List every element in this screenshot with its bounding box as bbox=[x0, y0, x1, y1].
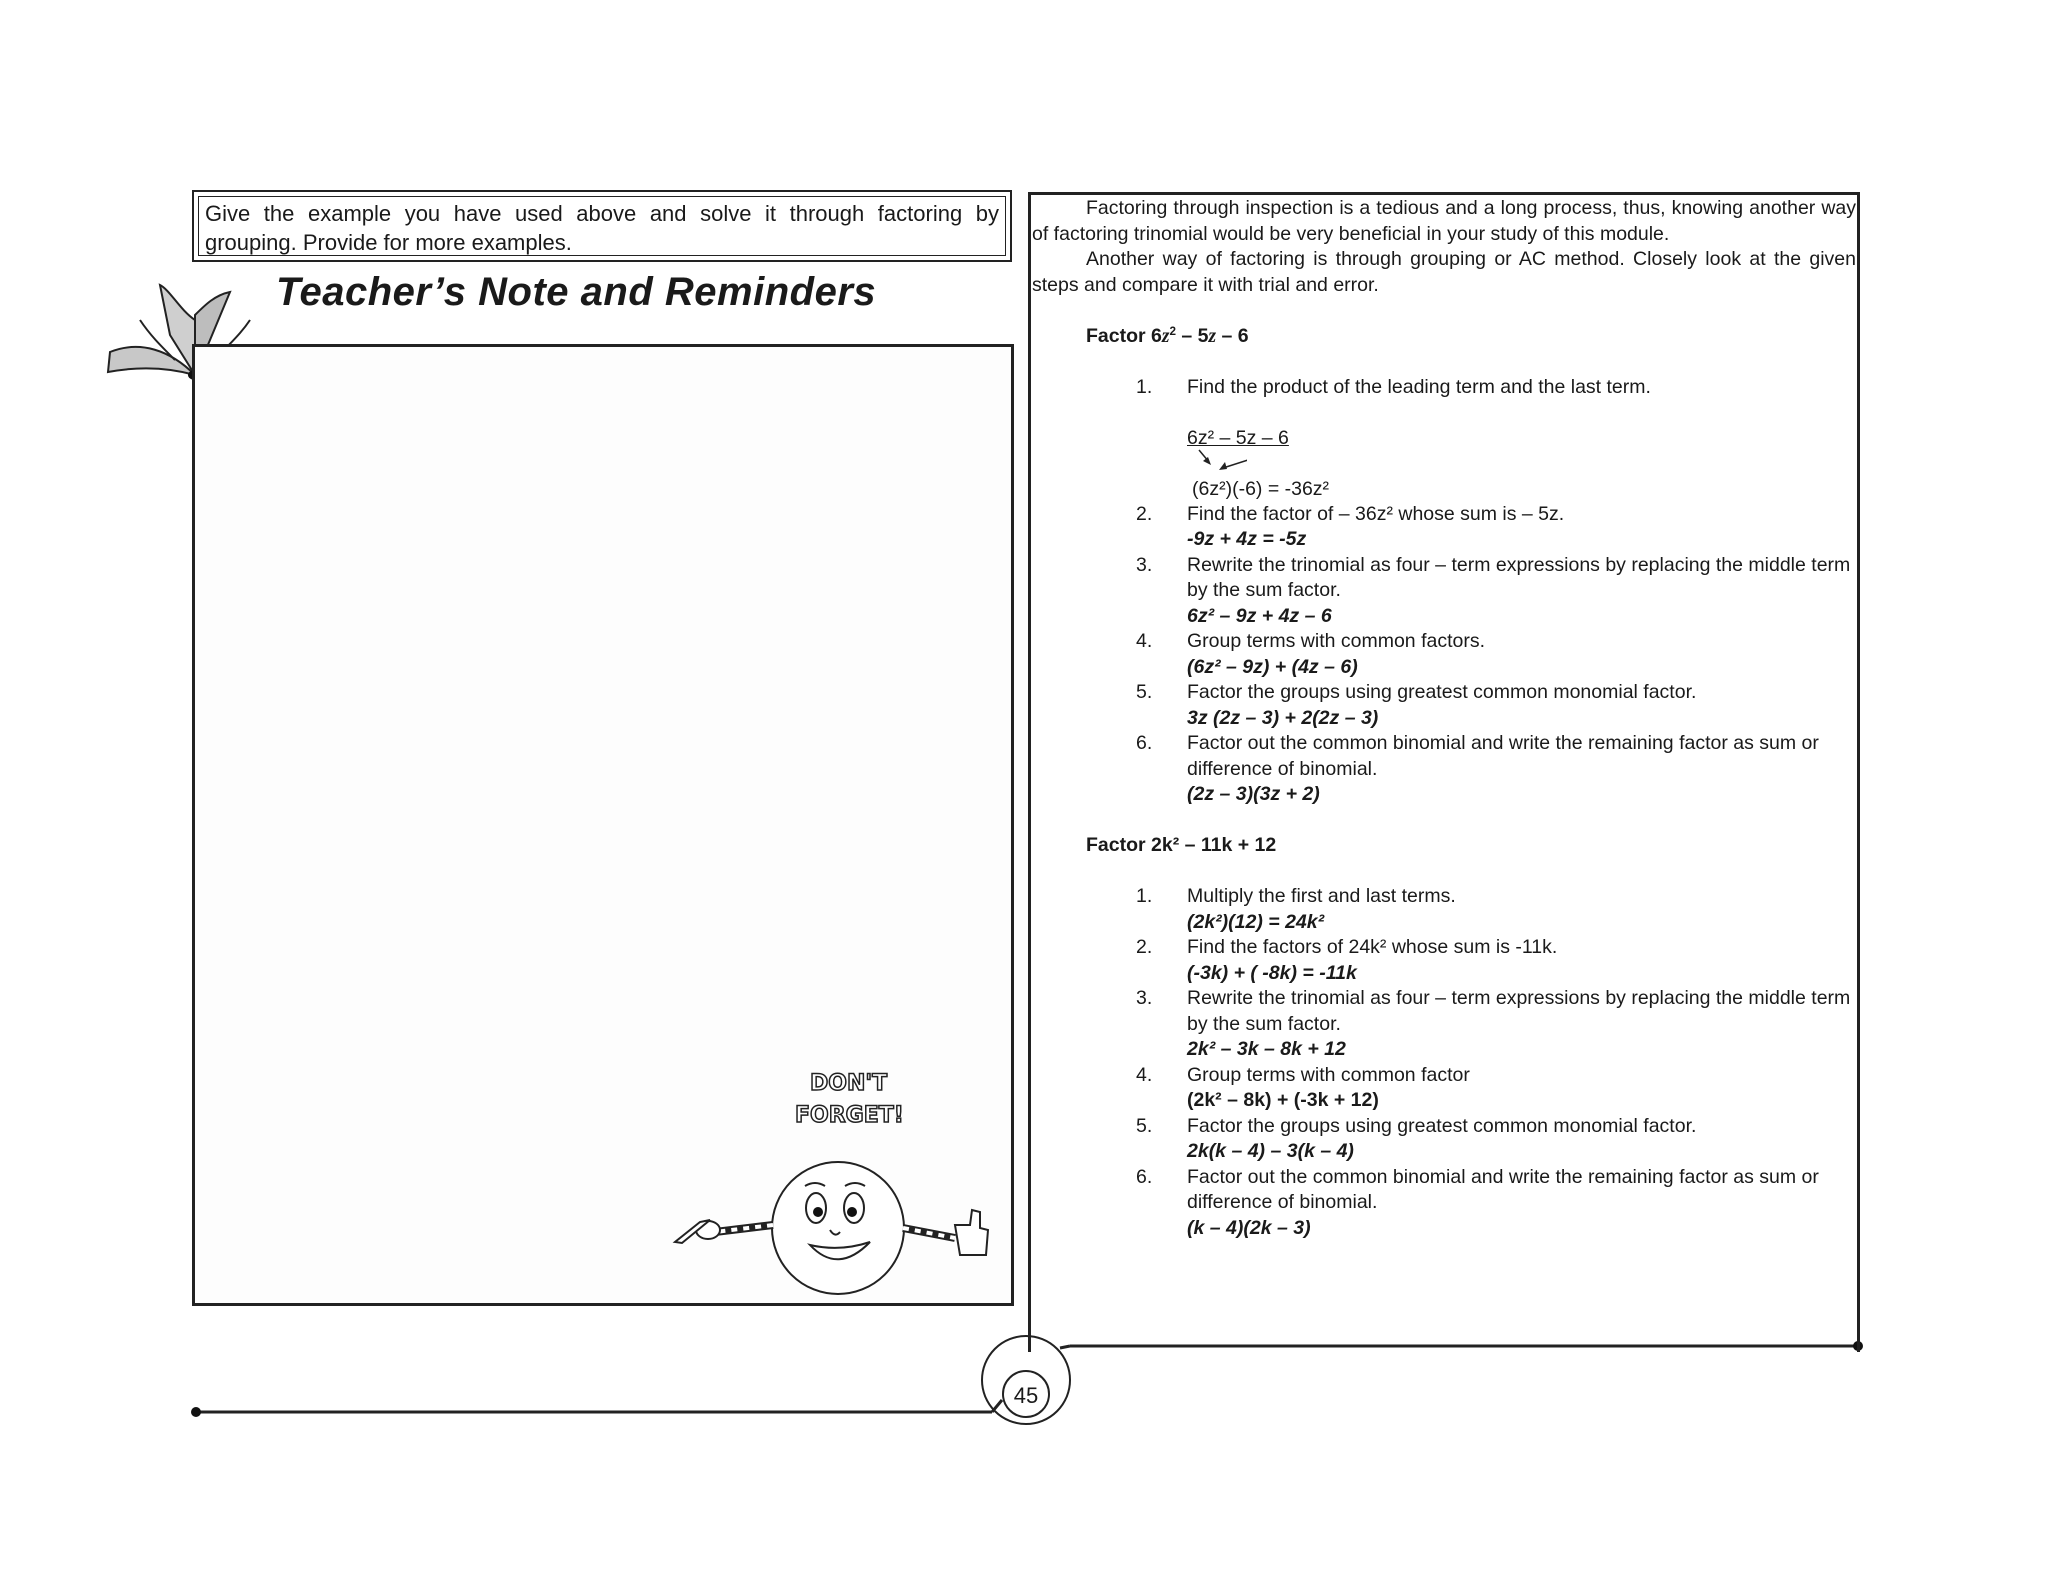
notes-title: Teacher’s Note and Reminders bbox=[276, 270, 877, 314]
ex2-result-1: (2k²)(12) = 24k² bbox=[1187, 910, 1325, 933]
diagram-arrows bbox=[1187, 448, 1247, 474]
ex1-result-3: 6z² – 9z + 4z – 6 bbox=[1187, 604, 1332, 627]
ex1-step-2: 2. Find the factor of – 36z² whose sum is – 5z. bbox=[1136, 502, 1565, 525]
ex2-result-4: (2k² – 8k) + (-3k + 12) bbox=[1187, 1089, 1379, 1111]
ex1-step-1: 1. Find the product of the leading term and the last term. bbox=[1136, 375, 1651, 398]
ex1-step-4: 4. Group terms with common factors. bbox=[1136, 630, 1486, 652]
lesson-content bbox=[1032, 196, 1856, 1241]
intro-paragraph-1: Factoring through inspection is a tedious and a long process, thus, knowing another way of factoring trinomial would be very beneficial in your study of this module. bbox=[1032, 197, 1856, 245]
ex1-result-6: (2z – 3)(3z + 2) bbox=[1187, 783, 1320, 805]
ex2-result-3: 2k² – 3k – 8k + 12 bbox=[1187, 1038, 1346, 1060]
ex1-step-6: 6. Factor out the common binomial and write the remaining factor as sum or difference of binomial. bbox=[1136, 732, 1819, 780]
ex1-result-2: -9z + 4z = -5z bbox=[1187, 528, 1307, 550]
ex2-step-1: 1. Multiply the first and last terms. bbox=[1136, 885, 1456, 907]
intro-paragraph-2: Another way of factoring is through grouping or AC method. Closely look at the given steps and compare it with trial and error. bbox=[1032, 248, 1856, 296]
ex2-step-6: 6. Factor out the common binomial and write the remaining factor as sum or difference of binomial. bbox=[1136, 1165, 1819, 1213]
ex1-step-3: 3. Rewrite the trinomial as four – term expressions by replacing the middle term by the sum factor. bbox=[1136, 553, 1851, 601]
dont-forget-mascot bbox=[670, 1070, 1020, 1310]
ex2-result-5: 2k(k – 4) – 3(k – 4) bbox=[1187, 1140, 1354, 1162]
ex2-step-4: 4. Group terms with common factor bbox=[1136, 1063, 1470, 1086]
prompt-text: Give the example you have used above and solve it through factoring by grouping. Provide for more examples. bbox=[198, 196, 1006, 256]
mascot-text-line2: FORGET! bbox=[795, 1103, 904, 1128]
diagram-expression: 6z² – 5z – 6 bbox=[1187, 426, 1289, 449]
ex2-step-3: 3. Rewrite the trinomial as four – term expressions by replacing the middle term by the sum factor. bbox=[1136, 987, 1851, 1035]
ex2-result-2: (-3k) + ( -8k) = -11k bbox=[1187, 961, 1357, 984]
ex1-result-4: (6z² – 9z) + (4z – 6) bbox=[1187, 655, 1358, 678]
diagram-product: (6z²)(-6) = -36z² bbox=[1192, 477, 1330, 500]
ex1-step-5: 5. Factor the groups using greatest common monomial factor. bbox=[1136, 681, 1697, 703]
example-1-heading: Factor $6z^2 - 5z - 6$ bbox=[1086, 324, 1249, 347]
ex1-product-diagram bbox=[1032, 426, 1856, 502]
ex1-result-5: 3z (2z – 3) + 2(2z – 3) bbox=[1187, 706, 1379, 729]
page-number: 45 bbox=[1002, 1370, 1050, 1418]
ex2-step-5: 5. Factor the groups using greatest common monomial factor. bbox=[1136, 1114, 1697, 1137]
ex2-step-2: 2. Find the factors of 24k² whose sum is -11k. bbox=[1136, 936, 1558, 958]
mascot-text-line1: DON'T bbox=[810, 1071, 888, 1096]
ex2-result-6: (k – 4)(2k – 3) bbox=[1187, 1216, 1311, 1239]
example-2-heading: Factor 2k² – 11k + 12 bbox=[1086, 834, 1277, 856]
